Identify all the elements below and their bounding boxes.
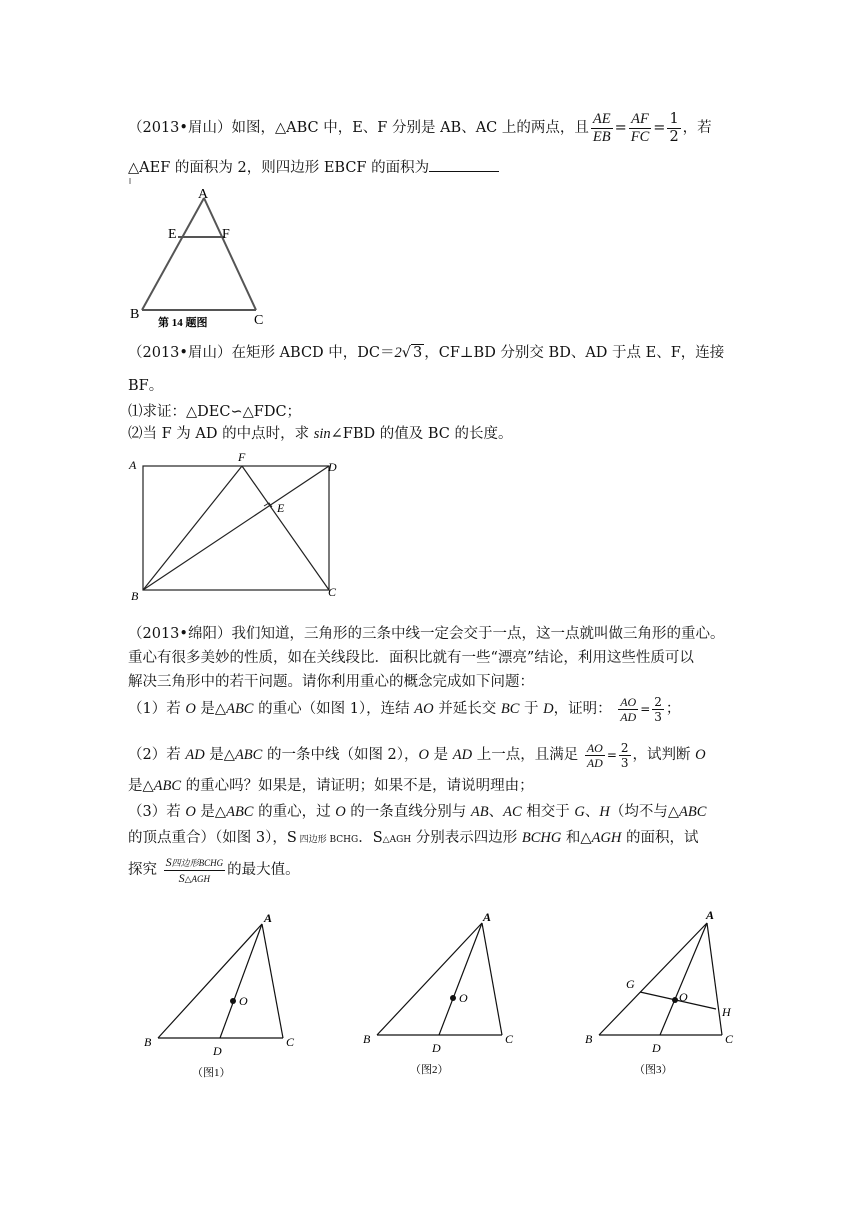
frac-ao-ad: $\frac{AO}{AD}$ (620, 694, 637, 724)
figure-3-caption: （图3） (634, 1064, 673, 1076)
label-D: D (213, 1044, 222, 1058)
frac-ae-eb: $\frac{AE}{EB}$ (592, 110, 611, 145)
label-C: C (286, 1035, 295, 1049)
label-H: H (722, 1005, 731, 1019)
point-o-dot (450, 995, 456, 1001)
label-D: D (328, 460, 337, 474)
label-B: B (144, 1035, 152, 1049)
label-B: B (130, 307, 140, 322)
figure-2 (360, 905, 530, 1080)
label-D: D (432, 1041, 441, 1055)
q3-sub3: （3）若 O 是△ABC 的重心，过 O 的一条直线分别与 AB、AC 相交于 G、H（均不与△ABC (128, 804, 707, 820)
equals-sign: = (653, 120, 666, 136)
centroid-dot (230, 998, 236, 1004)
q3-sub2: （2）若 AD 是△ABC 的一条中线（如图 2），O 是 AD 上一点，且满足 $\frac{AO}{AD}$ = $\frac{2}{3}$ ，试判断 O (128, 740, 706, 770)
figure-caption: 第 14 题图 (158, 317, 208, 329)
figure-3 (582, 905, 752, 1080)
figure-1-caption: （图1） (192, 1067, 231, 1079)
q1-text-a: （2013•眉山）如图，△ABC 中，E、F 分别是 AB、AC 上的两点，且 (128, 120, 589, 136)
equals-sign: = (614, 120, 627, 136)
q3-p1: （2013•绵阳）我们知道，三角形的三条中线一定会交于一点，这一点就叫做三角形的重心。 (128, 626, 725, 642)
label-F: F (238, 450, 246, 464)
q1-triangle-figure (128, 178, 278, 328)
q2-line1: （2013•眉山）在矩形 ABCD 中，DC＝2√ 3 ，CF⊥BD 分别交 BD、AD 于点 E、F，连接 (128, 345, 725, 361)
label-A: A (129, 458, 137, 472)
figure-2-caption: （图2） (410, 1064, 449, 1076)
label-O: O (459, 991, 468, 1005)
frac-area-ratio: $\frac{\text{S四边形BCHG}}{\text{S△AGH}}$ (165, 854, 224, 885)
label-C: C (328, 585, 337, 599)
frac-two-thirds: $\frac{2}{3}$ (620, 740, 629, 770)
q1-line2: △AEF 的面积为 2，则四边形 EBCF 的面积为 (128, 157, 499, 178)
q1-line1 (128, 110, 712, 146)
q2-rectangle-figure (125, 452, 345, 602)
frac-two-thirds: $\frac{2}{3}$ (654, 694, 662, 724)
label-O: O (239, 994, 248, 1008)
answer-blank (429, 157, 499, 172)
q3-sub1: （1）若 O 是△ABC 的重心（如图 1），连结 AO 并延长交 BC 于 D，证明： $\frac{AO}{AD}$ = $\frac{2}{3}$ ； (128, 694, 681, 724)
sqrt-sign: √ (401, 345, 412, 361)
label-A: A (483, 910, 492, 924)
q2-item1: ⑴求证：△DEC∽△FDC； (128, 404, 302, 420)
label-B: B (363, 1032, 371, 1046)
centroid-dot (672, 997, 678, 1003)
q3-p3: 解决三角形中的若干问题。请你利用重心的概念完成如下问题： (128, 674, 534, 690)
frac-ao-ad: $\frac{AO}{AD}$ (586, 740, 603, 770)
figure-1 (140, 908, 310, 1083)
label-C: C (254, 313, 264, 328)
label-B: B (131, 589, 139, 603)
label-F: F (222, 227, 230, 242)
label-A: A (198, 187, 209, 202)
label-O: O (679, 990, 688, 1004)
label-G: G (626, 977, 635, 991)
q3-p2: 重心有很多美妙的性质，如在关线段比．面积比就有一些“漂亮”结论，利用这些性质可以 (128, 650, 694, 666)
q1-text-b: ，若 (682, 120, 712, 136)
q2-line2: BF。 (128, 378, 164, 394)
label-E: E (277, 501, 285, 515)
label-C: C (725, 1032, 734, 1046)
frac-af-fc: $\frac{AF}{FC}$ (630, 110, 650, 145)
label-C: C (505, 1032, 514, 1046)
label-D: D (652, 1041, 661, 1055)
label-E: E (168, 227, 177, 242)
q2-item2: ⑵当 F 为 AD 的中点时，求 sin∠FBD 的值及 BC 的长度。 (128, 426, 513, 442)
q3-sub2-cont: 是△ABC 的重心吗？如果是，请证明；如果不是，请说明理由； (128, 778, 534, 794)
label-B: B (585, 1032, 593, 1046)
frac-one-half: $\frac{1}{2}$ (669, 110, 679, 145)
q3-sub3-last: 探究 $\frac{\text{S四边形BCHG}}{\text{S△AGH}}$ 的最大值。 (128, 854, 300, 885)
q3-sub3-cont: 的顶点重合）（如图 3），S 四边形 BCHG．S△AGH 分别表示四边形 BCHG 和△AGH 的面积，试 (128, 830, 699, 846)
label-A: A (706, 908, 715, 922)
label-A: A (264, 911, 273, 925)
